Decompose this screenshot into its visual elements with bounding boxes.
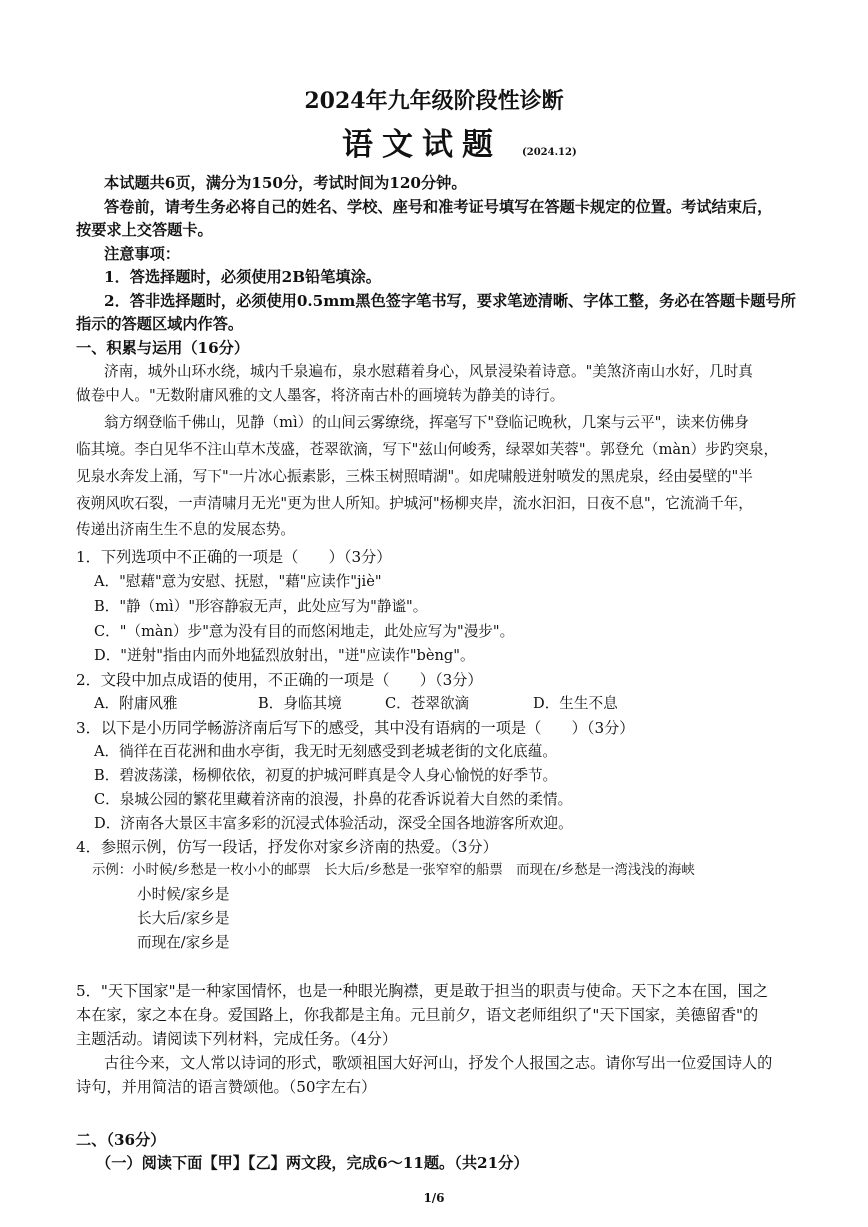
question-1-option-a: A．"慰藉"意为安慰、抚慰，"藉"应读作"jiè" [94,573,382,590]
section-2-subheading: （一）阅读下面【甲】【乙】两文段，完成6～11题。（共21分） [96,1154,529,1172]
passage-line-4: 临其境。李白见华不注山草木茂盛，苍翠欲滴，写下"兹山何峻秀，绿翠如芙蓉"。郭登允（màn）步趵突泉， [76,441,779,458]
question-2-option-c: C．苍翠欲滴 [385,695,470,712]
question-5-stem-1: 5．"天下国家"是一种家国情怀，也是一种眼光胸襟，更是敢于担当的职责与使命。天下之本在国，国之 [76,982,768,1000]
question-5-task-2: 诗句，并用简洁的语言赞颂他。（50字左右） [76,1078,377,1096]
question-4-answer-1: 小时候/家乡是 [137,886,230,903]
intro-line-3: 按要求上交答题卡。 [76,221,213,239]
question-1-option-b: B．"静（mì）"形容静寂无声，此处应写为"静谧"。 [94,598,428,615]
exam-title-line1: 2024年九年级阶段性诊断 [304,88,564,114]
note-2b: 指示的答题区域内作答。 [76,315,244,333]
question-2-option-d: D．生生不息 [533,695,618,712]
note-1: 1．答选择题时，必须使用2B铅笔填涂。 [104,268,381,286]
question-3-option-c: C．泉城公园的繁花里藏着济南的浪漫，扑鼻的花香诉说着大自然的柔情。 [94,791,573,808]
section-2-heading: 二、（36分） [76,1131,166,1149]
notes-title: 注意事项： [104,245,180,263]
question-2-option-a: A．附庸风雅 [94,695,178,712]
question-2-option-b: B．身临其境 [258,695,342,712]
question-1-stem: 1．下列选项中不正确的一项是（ ）（3分） [76,548,392,566]
question-1-option-d: D．"迸射"指由内而外地猛烈放射出，"迸"应读作"bèng"。 [94,647,475,664]
question-5-stem-2: 本在家，家之本在身。爱国路上，你我都是主角。元旦前夕，语文老师组织了"天下国家，美德留香"的 [76,1006,759,1024]
question-3-option-a: A．徜徉在百花洲和曲水亭街，我无时无刻感受到老城老街的文化底蕴。 [94,743,557,760]
question-4-answer-2: 长大后/家乡是 [137,910,230,927]
section-1-heading: 一、积累与运用（16分） [76,339,250,357]
passage-line-2: 做卷中人。"无数附庸风雅的文人墨客，将济南古朴的画境转为静美的诗行。 [76,387,565,404]
question-5-task-1: 古往今来，文人常以诗词的形式，歌颂祖国大好河山，抒发个人报国之志。请你写出一位爱国诗人的 [104,1054,773,1072]
passage-line-5: 见泉水奔发上涌，写下"一片冰心振素影，三株玉树照晴湖"。如虎啸般迸射喷发的黑虎泉，经由晏壁的"半 [76,468,753,485]
passage-line-7: 传递出济南生生不息的发展态势。 [76,521,295,538]
question-4-stem: 4．参照示例，仿写一段话，抒发你对家乡济南的热爱。（3分） [76,838,498,856]
question-2-stem: 2．文段中加点成语的使用，不正确的一项是（ ）（3分） [76,671,483,689]
question-4-answer-3: 而现在/家乡是 [137,934,230,951]
passage-line-1: 济南，城外山环水绕，城内千泉遍布，泉水慰藉着身心，风景浸染着诗意。"美煞济南山水好，几时真 [104,363,753,380]
page-number: 1/6 [423,1191,445,1205]
intro-line-1: 本试题共6页，满分为150分，考试时间为120分钟。 [104,174,467,192]
question-3-option-d: D．济南各大景区丰富多彩的沉浸式体验活动，深受全国各地游客所欢迎。 [94,815,573,832]
intro-line-2: 答卷前，请考生务必将自己的姓名、学校、座号和准考证号填写在答题卡规定的位置。考试结束后， [104,198,773,216]
question-3-option-b: B．碧波荡漾，杨柳依依，初夏的护城河畔真是令人身心愉悦的好季节。 [94,767,558,784]
note-2a: 2．答非选择题时，必须使用0.5mm黑色签字笔书写，要求笔迹清晰、字体工整，务必在答题卡题号所 [104,292,796,310]
passage-line-3: 翁方纲登临千佛山，见静（mì）的山间云雾缭绕，挥毫写下"登临记晚秋，几案与云平"，读来仿佛身 [104,414,749,431]
question-1-option-c: C．"（màn）步"意为没有目的而悠闲地走，此处应写为"漫步"。 [94,623,515,640]
passage-line-6: 夜朔风吹石裂，一声清啸月无光"更为世人所知。护城河"杨柳夹岸，流水汩汩，日夜不息"，它流淌千年， [76,495,753,512]
question-4-example: 示例：小时候/乡愁是一枚小小的邮票 长大后/乡愁是一张窄窄的船票 而现在/乡愁是一湾浅浅的海峡 [92,863,695,878]
question-3-stem: 3．以下是小历同学畅游济南后写下的感受，其中没有语病的一项是（ ）（3分） [76,719,635,737]
question-5-stem-3: 主题活动。请阅读下列材料，完成任务。（4分） [76,1030,398,1048]
exam-title-subject: 语文试题 [342,127,502,163]
exam-date: (2024.12) [522,147,577,158]
